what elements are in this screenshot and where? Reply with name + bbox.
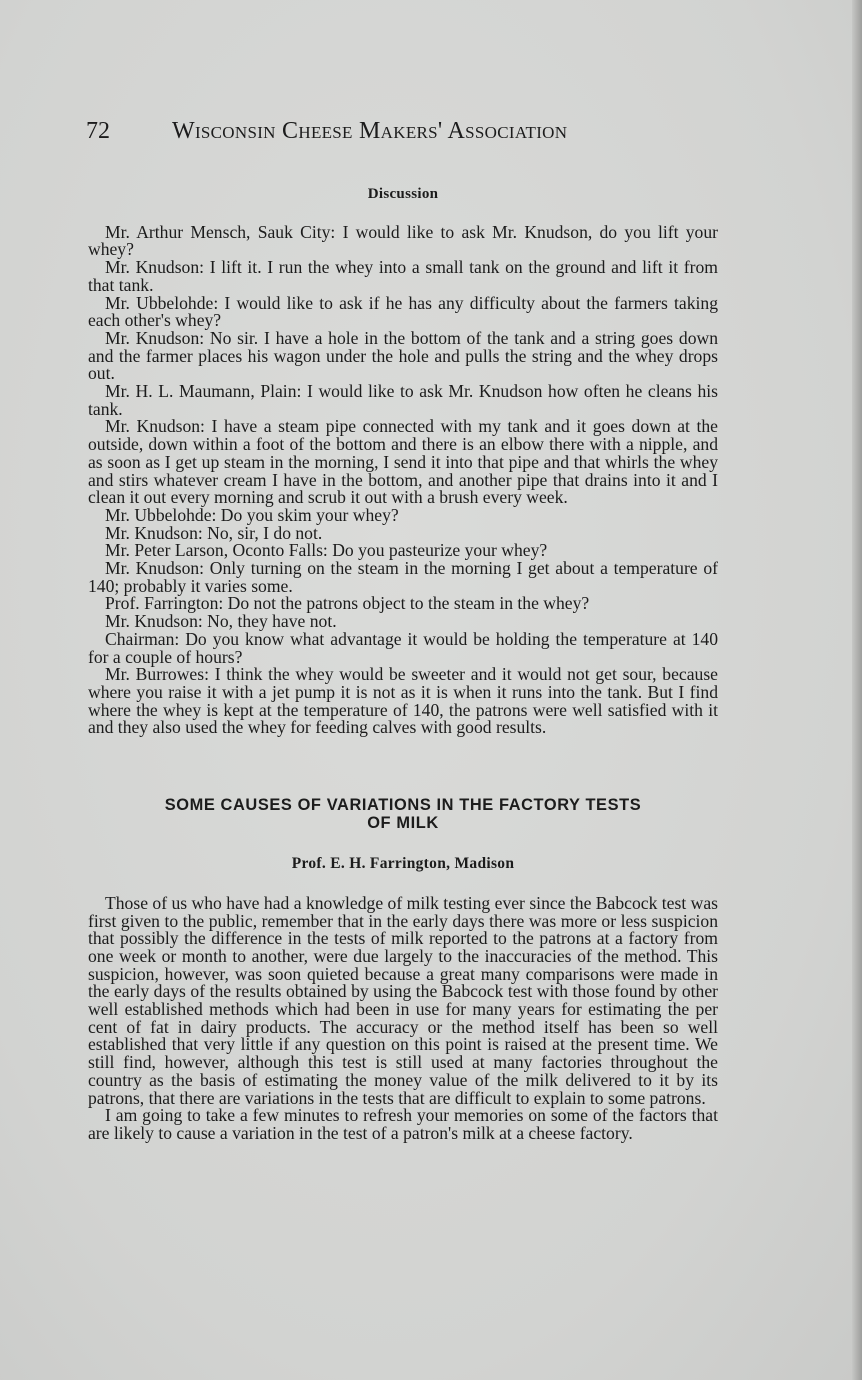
discussion-paragraph: Mr. Knudson: I lift it. I run the whey into a small tank on the ground and lift it from that tank.	[88, 257, 718, 295]
discussion-heading: Discussion	[367, 186, 439, 202]
article-author: Prof. E. H. Farrington, Madison	[291, 855, 515, 873]
article-title-line: OF MILK	[367, 814, 439, 833]
page-edge	[852, 0, 862, 1380]
discussion-paragraph: Chairman: Do you know what advantage it would be holding the temperature at 140 for a couple of hours?	[88, 628, 718, 667]
article-title	[88, 796, 718, 832]
discussion-paragraph: Mr. Burrowes: I think the whey would be sweeter and it would not get sour, because where you raise it with a jet pump it is not as it is when it runs into the tank. But I find where the whey is kept at the temperature of 140, the patrons were well satisfied with it and they also used the whey for feeding calves with good results.	[88, 664, 718, 738]
discussion-paragraph: Prof. Farrington: Do not the patrons object to the steam in the whey?	[105, 593, 590, 614]
discussion-paragraph: Mr. Ubbelohde: I would like to ask if he has any difficulty about the farmers taking each other's whey?	[88, 292, 718, 331]
discussion-section	[88, 221, 718, 738]
discussion-paragraph: Mr. Peter Larson, Oconto Falls: Do you pasteurize your whey?	[105, 540, 548, 561]
page-number: 72	[86, 118, 110, 144]
discussion-paragraph: Mr. Knudson: No sir. I have a hole in the bottom of the tank and a string goes down and the farmer places his wagon under the hole and pulls the string and the whey drops out.	[88, 327, 718, 384]
running-title: Wisconsin Cheese Makers' Association	[172, 118, 568, 144]
discussion-paragraph: Mr. Arthur Mensch, Sauk City: I would like to ask Mr. Knudson, do you lift your whey?	[88, 221, 718, 260]
discussion-paragraph: Mr. Knudson: No, sir, I do not.	[105, 522, 323, 543]
article-paragraph: I am going to take a few minutes to refresh your memories on some of the factors that are likely to cause a variation in the test of a patron's milk at a cheese factory.	[88, 1105, 718, 1143]
article-body	[88, 892, 718, 1143]
article-title-line: SOME CAUSES OF VARIATIONS IN THE FACTORY TESTS	[164, 796, 642, 815]
discussion-paragraph: Mr. Knudson: Only turning on the steam in the morning I get about a temperature of 140; probably it varies some.	[88, 558, 718, 596]
article-paragraph: Those of us who have had a knowledge of milk testing ever since the Babcock test was first given to the public, remember that in the early days there was more or less suspicion that possibly the difference in the tests of milk reported to the patrons at a factory from one week or month to another, were due largely to the inaccuracies of the method. This suspicion, however, was soon quieted because a great many comparisons were made in the early days of the results obtained by using the Babcock test with those found by other well established methods which had been in use for many years for estimating the per cent of fat in dairy products. The accuracy or the method itself has been so well established that very little if any question on this point is raised at the present time. We still find, however, although this test is still used at many factories throughout the country as the basis of estimating the money value of the milk delivered to it by its patrons, that there are variations in the tests that are difficult to explain to some patrons.	[88, 892, 718, 1108]
page-header	[86, 118, 726, 154]
discussion-paragraph: Mr. H. L. Maumann, Plain: I would like to ask Mr. Knudson how often he cleans his tank.	[88, 381, 718, 419]
discussion-paragraph: Mr. Ubbelohde: Do you skim your whey?	[105, 504, 399, 525]
page-content	[88, 186, 718, 1143]
discussion-paragraph: Mr. Knudson: I have a steam pipe connected with my tank and it goes down at the outside, down within a foot of the bottom and there is an elbow there with a nipple, and as soon as I get up steam in the morning, I send it into that pipe and that whirls the whey and stirs whatever cream I have in the bottom, and another pipe that drains into it and I clean it out every morning and scrub it out with a brush every week.	[88, 416, 718, 508]
discussion-paragraph: Mr. Knudson: No, they have not.	[105, 611, 337, 632]
